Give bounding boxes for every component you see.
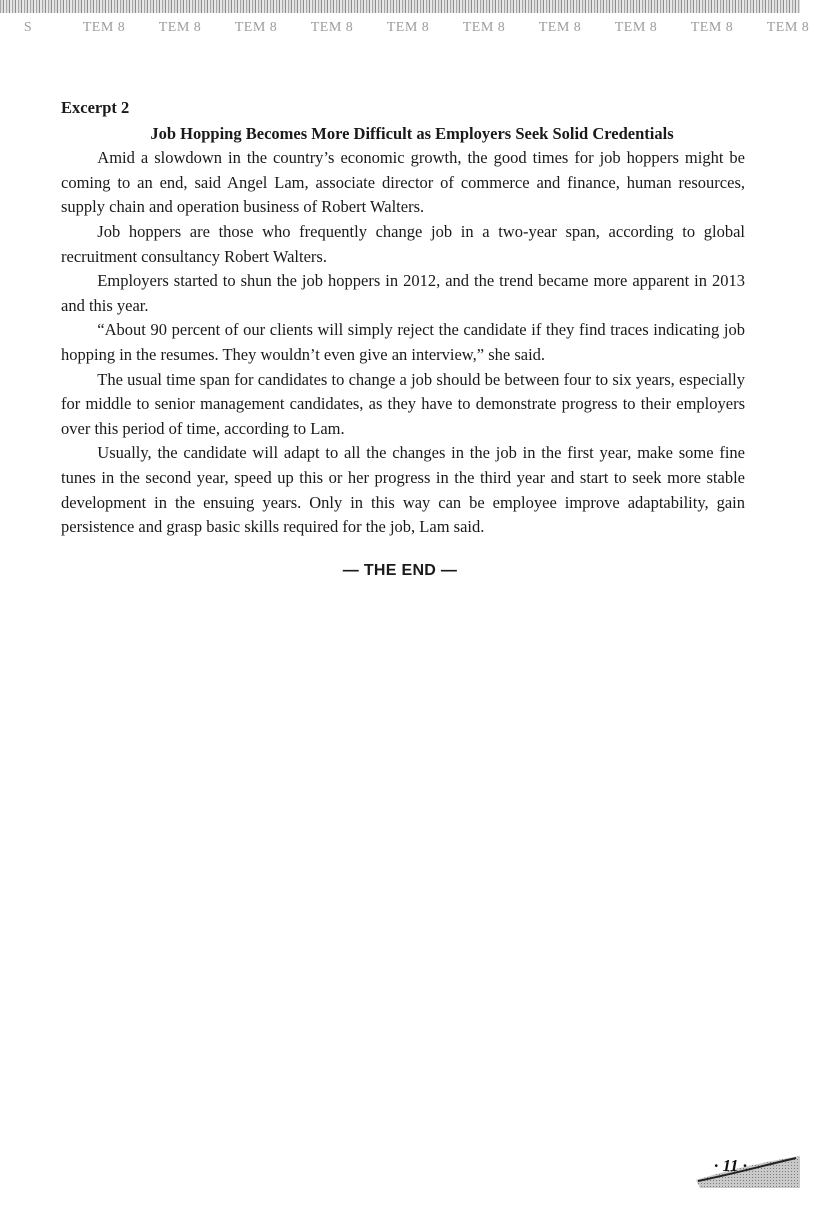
paragraph: “About 90 percent of our clients will simply reject the candidate if they find traces indicating job hopping in the resumes. They wouldn’t even give an interview,” she said. [61, 320, 745, 364]
page-number-badge [692, 1150, 800, 1188]
paragraph: The usual time span for candidates to change a job should be between four to six years, especially for middle to senior management candidates, as they have to demonstrate progress to their employers over this period of time, according to Lam. [61, 369, 745, 438]
header-label: TEM 8 [766, 20, 810, 35]
paragraph: Employers started to shun the job hoppers in 2012, and the trend became more apparent in 2013 and this year. [61, 271, 745, 315]
excerpt-label: Excerpt 2 [61, 98, 130, 117]
article-title: Job Hopping Becomes More Difficult as Employers Seek Solid Credentials [150, 123, 674, 143]
header-label: TEM 8 [538, 20, 582, 35]
header-label: TEM 8 [82, 20, 126, 35]
page-number: · 11 · [714, 1156, 748, 1175]
header-label: TEM 8 [690, 20, 734, 35]
paragraph: Amid a slowdown in the country’s economic growth, the good times for job hoppers might be coming to an end, said Angel Lam, associate director of commerce and finance, human resources, supply chain and operation business of Robert Walters. [61, 148, 745, 217]
header-texture-strip [0, 0, 800, 13]
header-label-row [0, 18, 810, 40]
header-label: S [23, 20, 33, 35]
header-label: TEM 8 [158, 20, 202, 35]
the-end-marker: — THE END — [342, 562, 458, 579]
header-label: TEM 8 [462, 20, 506, 35]
header-label: TEM 8 [386, 20, 430, 35]
header-label: TEM 8 [310, 20, 354, 35]
paragraph: Job hoppers are those who frequently change job in a two-year span, according to global recruitment consultancy Robert Walters. [61, 221, 745, 266]
header-label: TEM 8 [234, 20, 278, 35]
header-label: TEM 8 [614, 20, 658, 35]
paragraph: Usually, the candidate will adapt to all the changes in the job in the first year, make some fine tunes in the second year, speed up this or her progress in the third year and start to seek more stable development in the ensuing years. Only in this way can be employee improve adaptability, gain persistence and grasp basic skills required for the job, Lam said. [61, 443, 745, 537]
excerpt-body [61, 96, 745, 540]
page-header-band [0, 0, 810, 46]
